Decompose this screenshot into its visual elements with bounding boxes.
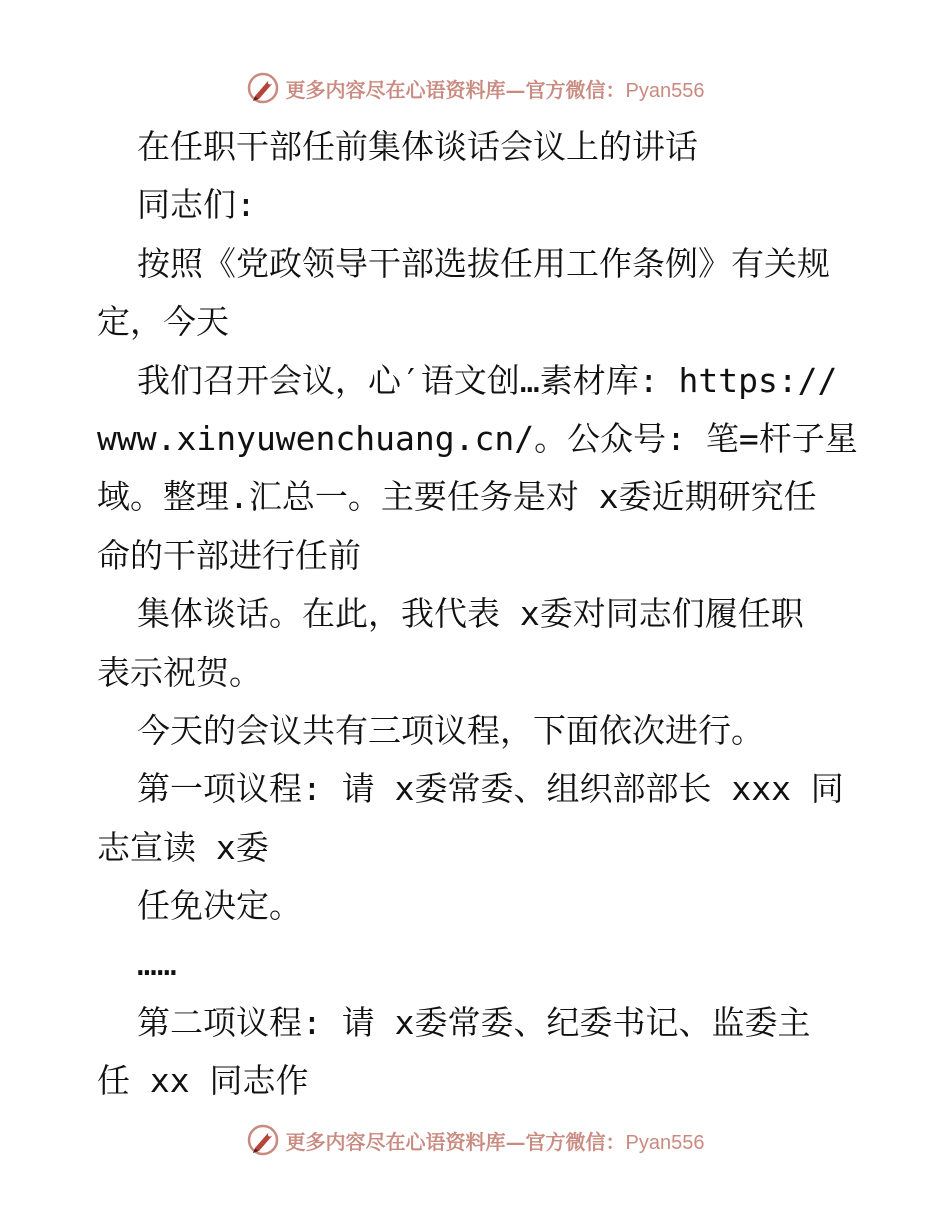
paragraph-line: 任免决定。 (137, 886, 302, 926)
paragraph-line: 域。整理.汇总一。主要任务是对 x委近期研究任 (97, 477, 817, 517)
pen-logo-icon (246, 71, 280, 105)
paragraph-line: www.xinyuwenchuang.cn/。公众号: 笔=杆子星 (97, 418, 858, 458)
paragraph-line: 命的干部进行任前 (97, 535, 361, 575)
watermark-text: 更多内容尽在心语资料库—官方微信：Pyan556 (285, 77, 705, 102)
salutation: 同志们: (137, 185, 256, 225)
document-title: 在任职干部任前集体谈话会议上的讲话 (137, 127, 698, 166)
paragraph-line: 第一项议程: 请 x委常委、组织部部长 xxx 同 (137, 769, 844, 809)
paragraph-line: 定，今天 (97, 302, 229, 342)
ellipsis-line: …… (137, 944, 177, 984)
paragraph-line: 今天的会议共有三项议程，下面依次进行。 (137, 710, 764, 750)
header-watermark (0, 68, 950, 108)
paragraph-line: 我们召开会议，心′语文创…素材库: https:// (137, 360, 838, 400)
pen-logo-icon (246, 1123, 280, 1157)
paragraph-line: 集体谈话。在此，我代表 x委对同志们履任职 (137, 594, 804, 634)
paragraph-line: 表示祝贺。 (97, 652, 262, 692)
paragraph-line: 任 xx 同志作 (97, 1061, 309, 1101)
paragraph-line: 第二项议程: 请 x委常委、纪委书记、监委主 (137, 1002, 811, 1042)
watermark-text: 更多内容尽在心语资料库—官方微信：Pyan556 (285, 1129, 705, 1154)
footer-watermark (0, 1120, 950, 1160)
document-body (97, 118, 867, 1111)
paragraph-line: 按照《党政领导干部选拔任用工作条例》有关规 (137, 243, 830, 283)
paragraph-line: 志宣读 x委 (97, 827, 269, 867)
